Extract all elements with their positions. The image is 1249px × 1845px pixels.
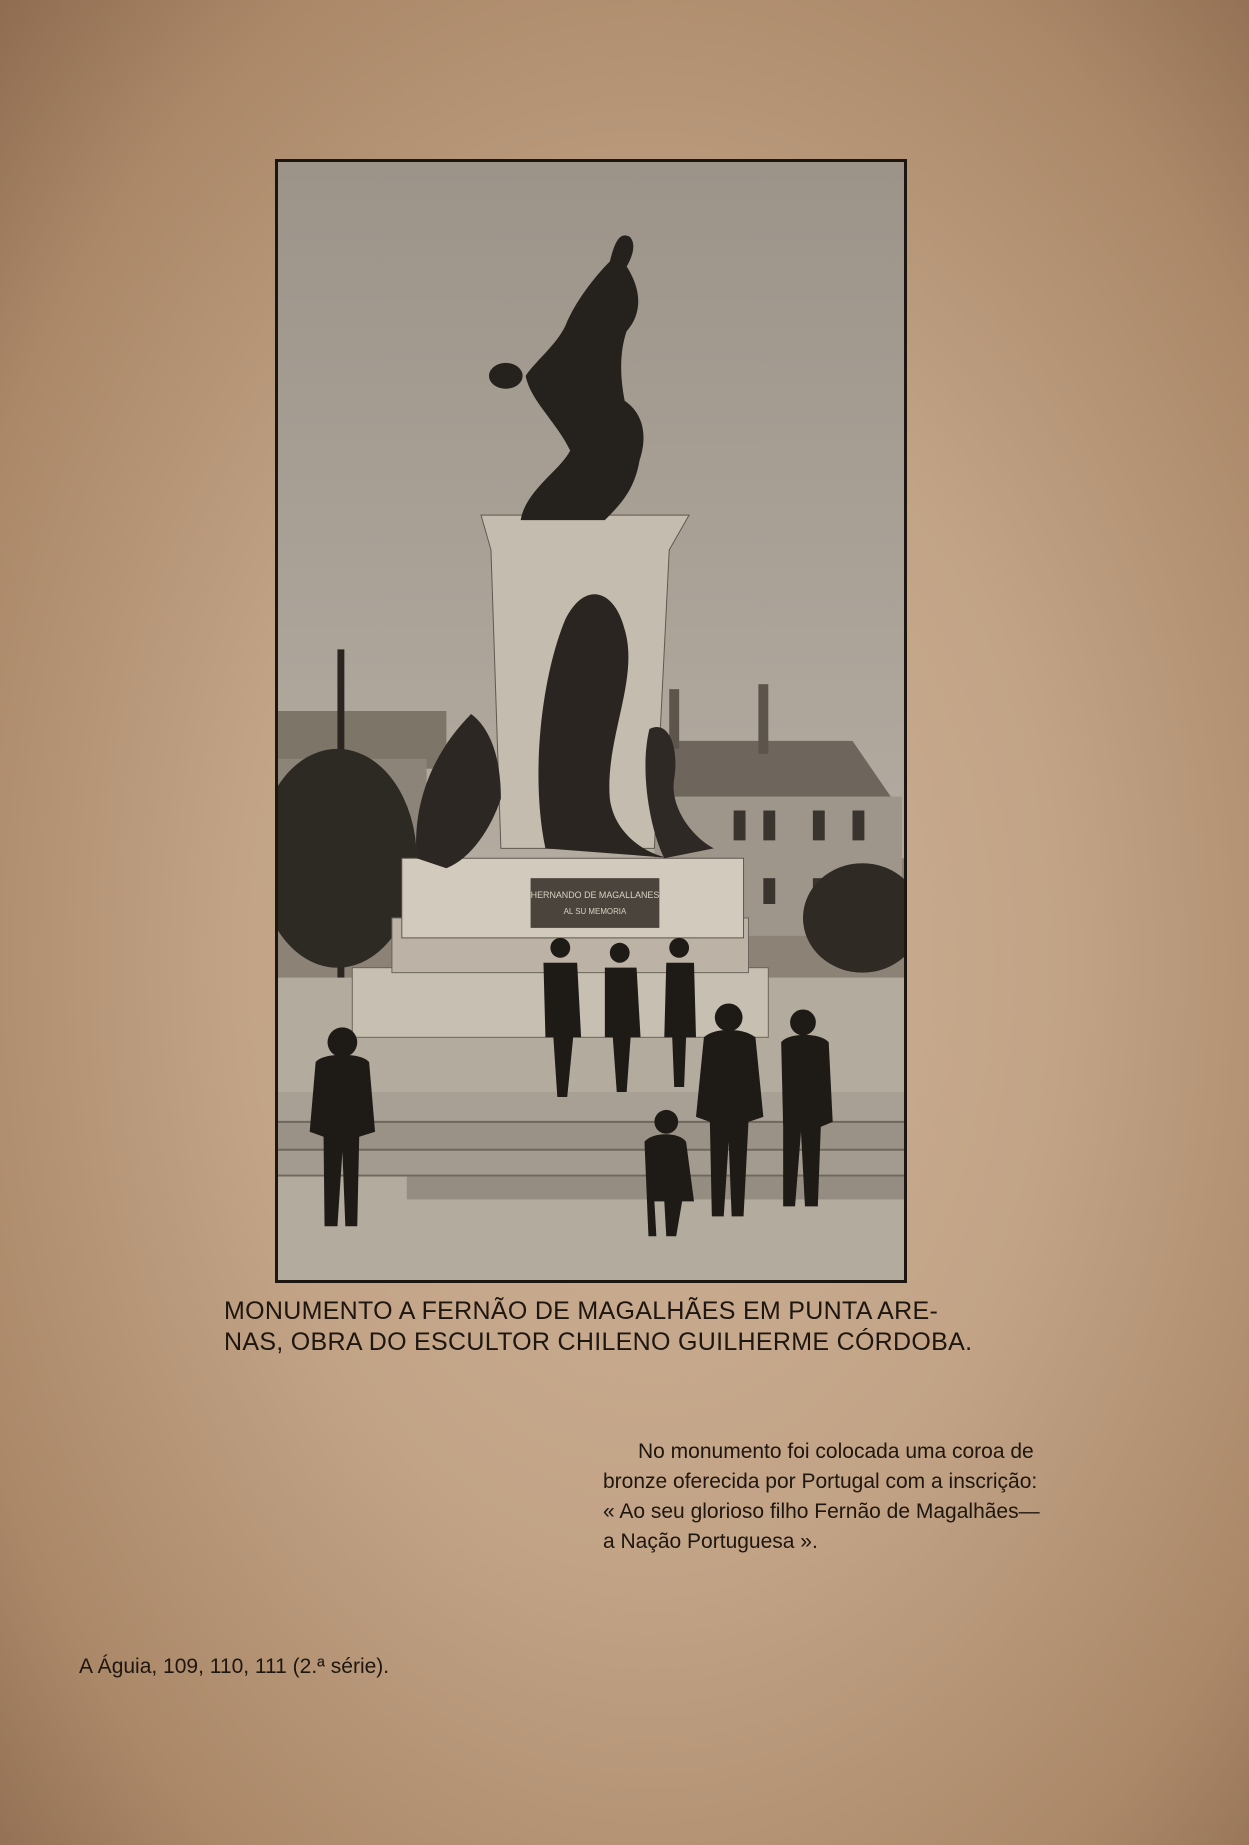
- note-line-3: « Ao seu glorioso filho Fernão de Magalhães—: [603, 1500, 1040, 1523]
- plaque-line-2: AL SU MEMORIA: [563, 906, 627, 916]
- caption-line-1: MONUMENTO A FERNÃO DE MAGALHÃES EM PUNTA ARE-: [224, 1297, 939, 1325]
- note-line-2: bronze oferecida por Portugal com a inscrição:: [603, 1470, 1038, 1493]
- statue-hat: [489, 363, 523, 389]
- footer-citation: A Águia, 109, 110, 111 (2.ª série).: [79, 1655, 390, 1678]
- inscription-note: [603, 1437, 1083, 1557]
- caption-line-2: NAS, OBRA DO ESCULTOR CHILENO GUILHERME CÓRDOBA.: [224, 1328, 973, 1356]
- monument-photo-illustration: [278, 162, 904, 1280]
- photo-caption: [224, 1296, 973, 1358]
- monument-photograph: [275, 159, 907, 1283]
- building-right-roof: [654, 741, 892, 799]
- tower-far-right: [758, 684, 768, 754]
- plaque-line-1: HERNANDO DE MAGALLANES: [530, 890, 660, 901]
- note-line-1: No monumento foi colocada uma coroa de: [638, 1440, 1034, 1463]
- note-line-4: a Nação Portuguesa ».: [603, 1530, 818, 1553]
- inscription-plaque: [531, 878, 660, 928]
